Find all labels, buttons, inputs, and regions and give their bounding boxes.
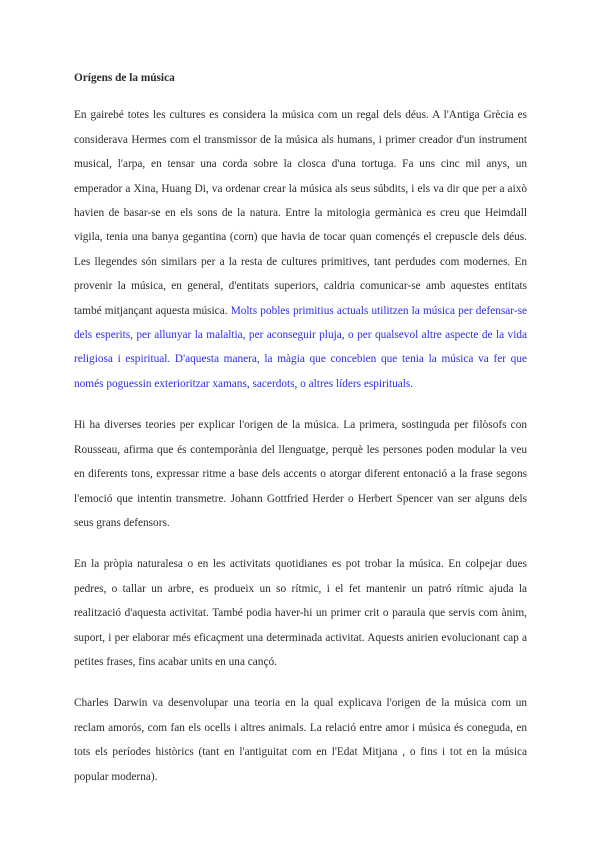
paragraph-2: Hi ha diverses teories per explicar l'origen de la música. La primera, sostinguda per filòsofs con Rousseau, afirma que és contemporània del llenguatge, perquè les persones poden modular la veu en diferents tons, expressar ritme a base dels accents o atorgar diferent entonació a la frase segons l'emoció que intentin transmetre. Johann Gottfried Herder o Herbert Spencer van ser alguns dels seus grans defensors.: [74, 419, 527, 529]
paragraph-1-text: En gairebé totes les cultures es considera la música com un regal dels déus. A l'Antiga Grècia es considerava Hermes com el transmissor de la música als humans, i primer creador d'un instrument musical, l'arpa, en tensar una corda sobre la closca d'una tortuga. Fa uns cinc mil anys, un emperador a Xina, Huang Di, va ordenar crear la música als seus súbdits, i els va dir que per a això havien de basar-se en els sons de la natura. Entre la mitologia germànica es creu que Heimdall vigila, tenia una banya gegantina (corn) que havia de tocar quan començés el crepuscle dels déus. Les llegendes són similars per a la resta de cultures primitives, tant perdudes com modernes. En provenir la música, en general, d'entitats superiors, caldria comunicar-se amb aquestes entitats també mitjançant aquesta música.: [74, 109, 527, 317]
document-page: [74, 66, 527, 806]
paragraph-4: Charles Darwin va desenvolupar una teoria en la qual explicava l'origen de la música com un reclam amorós, com fan els ocells i altres animals. La relació entre amor i música és coneguda, en tots els períodes històrics (tant en l'antiguitat com en l'Edat Mitjana , o fins i tot en la música popular moderna).: [74, 697, 527, 783]
paragraph-1: [74, 103, 527, 396]
paragraph-3: En la pròpia naturalesa o en les activitats quotidianes es pot trobar la música. En colpejar dues pedres, o tallar un arbre, es produeix un so rítmic, i el fet mantenir un patró rítmic ajuda la realització d'aquesta activitat. També podia haver-hi un primer crit o paraula que servis com ànim, suport, i per elaborar més eficaçment una determinada activitat. Aquests anirien evolucionant cap a petites frases, fins acabar units en una cançó.: [74, 558, 527, 668]
paragraph-1-highlighted-text: Molts pobles primitius actuals utilitzen la música per defensar-se dels esperits, per allunyar la malaltia, per aconseguir pluja, o per qualsevol altre aspecte de la vida religiosa i espiritual. D'aquesta manera, la màgia que concebien que tenia la música va fer que només poguessin exterioritzar xamans, sacerdots, o altres líders espirituals.: [74, 304, 527, 390]
document-title: Orígens de la música: [74, 72, 175, 84]
